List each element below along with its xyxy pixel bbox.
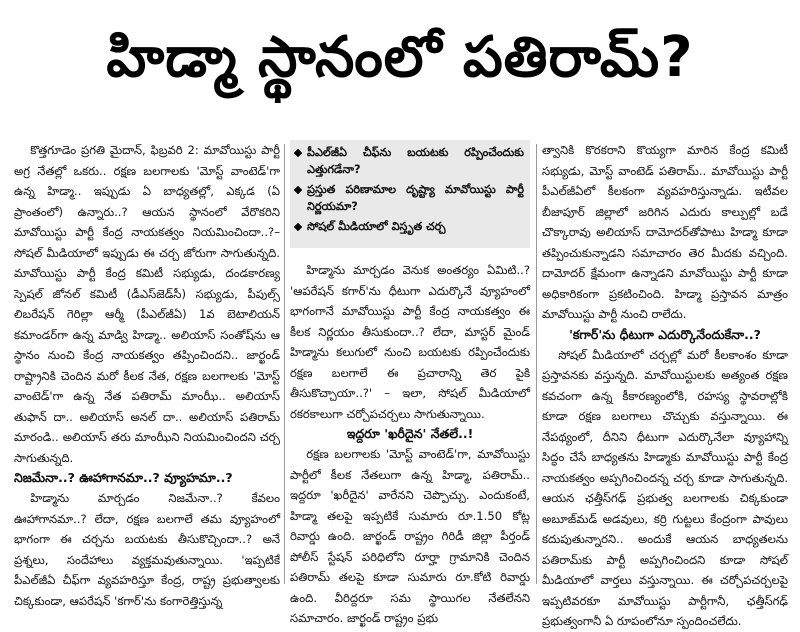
diamond-bullet-icon — [294, 149, 302, 157]
article-column-3 — [542, 140, 788, 628]
article-paragraph: సోషల్ మీడియాలో చర్చల్లో మరో కీలకాంశం కూడా ప్రస్తావనకు వస్తున్నది. మావోయిస్టులకు అత్యంత రక్షణ కవచంగా ఉన్న కీకారణ్యంలోకి, రహస్య స్థావరాల్లోకి కూడా రక్షణ బలగాలు చొచ్చుకు వస్తున్నాయి. ఈ నేపథ్యంలో, దీనిని ధీటుగా ఎదుర్కొనేలా వ్యూహాన్ని సిద్ధం చేసే బాధ్యతను హిడ్మాకు మావోయిస్టు పార్టీ కేంద్ర నాయకత్వం అప్పగించిందన్న చర్చ కూడా సాగుతున్నది. ఆయన ఛత్తీస్‌గఢ్ ప్రభుత్వ బలగాలకు చిక్కకుండా అబూజ్‌మడ్ అడవులు, కర్రి గుట్టలు కేంద్రంగా పావులు కదుపుతున్నారని.. అందుకే ఆయన బాధ్యతలను పతిరామ్‌కు పార్టీ అప్పగించిందని కూడా సోషల్ మీడియాలో వార్తలు వస్తున్నాయి. ఈ చర్చోపచర్చలపై ఇప్పటివరకూ మావోయిస్టు పార్టీగానీ, ఛత్తీస్‌గఢ్ ప్రభుత్వంగానీ ఏ రూపంలోనూ స్పందించలేదు. — [542, 347, 788, 628]
pull-quote-text: సోషల్ మీడియాలో విస్తృత చర్చ — [307, 220, 446, 233]
pull-quote-text: ప్రస్తుత పరిణామాల దృష్ట్యా మావోయిస్టు పార్టీ నిర్ణయమా? — [307, 183, 524, 213]
article-paragraph: కొత్తగూడెం ప్రగతి మైదాన్, ఫిబ్రవరి 2: మావోయిస్టు పార్టీ అగ్ర నేతల్లో ఒకరు.. రక్షణ బలగాలకు 'మోస్ట్ వాంటెడ్'గా ఉన్న హిడ్మా.. ఇప్పుడు ఏ బాధ్యతల్లో, ఎక్కడ (ఏ ప్రాంతంలో) ఉన్నారు..? ఆయన స్థానంలో వేరొకరిని మావోయిస్టు పార్టీ కేంద్ర నాయకత్వం నియమించిందా..?– సోషల్ మీడియాలో ఇప్పుడు ఈ చర్చ జోరుగా సాగుతున్నది. మావోయిస్టు పార్టీ కేంద్ర కమిటీ సభ్యుడు, దండకారణ్య స్పెషల్ జోనల్ కమిటీ (డీఎస్‌జెడ్‌సీ) సభ్యుడు, పీపుల్స్ లిబరేషన్ గెరిల్లా ఆర్మీ (పీఎల్‌జీఏ) 1వ బెటాలియన్ కమాండర్‌గా ఉన్న మాడ్వి హిడ్మా.. అలియాస్ సంతోష్‌ను ఆ స్థానం నుంచి కేంద్ర నాయకత్వం తప్పించిందని.. జార్ఖండ్ రాష్ట్రానికి చెందిన మరో కీలక నేత, రక్షణ బలగాలకు 'మోస్ట్ వాంటెడ్'గా ఉన్న నేత పతిరామ్ మాంఝీ.. అలియాస్ తుఫాన్ దా.. అలియాస్ అనల్ దా.. అలియాస్ పతిరామ్ మారండి.. అలియాస్ తరు మాంఝీని నియమించిందని చర్చ సాగుతున్నది. — [14, 143, 280, 465]
article-paragraph: రక్షణ బలగాలకు 'మోస్ట్ వాంటెడ్'గా, మావోయిస్టు పార్టీలో కీలక నేతలుగా ఉన్న హిడ్మా, పతిరామ్.. ఇద్దరూ 'ఖరీదైన' వారేనని చెప్పొచ్చు. ఎందుకంటే, హిడ్మా తలపై ఇప్పటికే సుమారు రూ.1.50 కోట్ల రివార్డు ఉంది. జార్ఖండ్ రాష్ట్రం గిరిడీ జిల్లా పీర్తండ్ పోలీస్ స్టేషన్ పరిధిలోని రూర్హా గ్రామానికి చెందిన పతిరామ్ తలపై కూడా సుమారు రూ.కోటి రివార్డు ఉంది. వీరిద్దరూ సమ స్థాయిగల నేతలేనని సమాచారం. జార్ఖండ్ రాష్ట్రం ప్రభు — [290, 447, 530, 625]
pull-quote-text: పీఎల్‌జీఏ చీఫ్‌ను బయటకు రప్పించేందుకు ఎత్తుగడేనా? — [307, 146, 524, 176]
subheading: నిజమేనా..? ఊహాగానమా..? వ్యూహమా..? — [14, 470, 233, 485]
article-paragraph: హిడ్మాను మార్చడం నిజమేనా..? కేవలం ఊహాగానమా..? లేదా, రక్షణ బలగాలే తమ వ్యూహంలో భాగంగా ఈ చర్చను బయటకు తీసుకొచ్చిందా..? అనే ప్రశ్నలు, సందేహాలు వ్యక్తమవుతున్నాయి. 'ఇప్పటికే పీఎల్‌జీఏ చీఫ్‌గా వ్యవహరిస్తూ కేంద్ర, రాష్ట్ర ప్రభుత్వాలకు చిక్కకుండా, ఆపరేషన్ 'కగార్'ను కంగారెత్తిస్తున్న — [14, 491, 280, 608]
diamond-bullet-icon — [294, 223, 302, 231]
column-2-body — [290, 260, 530, 625]
subheading: ఇద్దరూ 'ఖరీదైన' నేతలే..! — [346, 426, 474, 441]
article-column-1 — [14, 140, 280, 608]
column-divider — [536, 144, 537, 584]
article-column-2 — [290, 140, 530, 625]
article-paragraph: త్వానికి కొరకరాని కొయ్యగా మారిన కేంద్ర కమిటీ సభ్యుడు, మోస్ట్ వాంటెడ్ పతిరామ్.. మావోయిస్టు పార్టీ పీఎల్‌జీఏలో కీలకంగా వ్యవహరిస్తున్నాడు. ఇటీవల బీజాపూర్ జిల్లాలో జరిగిన ఎదురు కాల్పుల్లో బడే చొక్కారావు అలియాస్ దామోదర్‌తోపాటు హిడ్మా కూడా తప్పించుకున్నాడని సమాచారం తెర మీదకు వచ్చింది. దామోదర్ క్షేమంగా ఉన్నాడని మావోయిస్టు పార్టీ కూడా అధికారికంగా ప్రకటించింది. హిడ్మా ప్రస్తావన మాత్రం మావోయిస్టు పార్టీ నుంచి రాలేదు. — [542, 143, 788, 321]
pull-quote-item — [294, 218, 524, 235]
pull-quote-item — [294, 144, 524, 178]
column-divider — [284, 144, 285, 584]
pull-quote-item — [294, 181, 524, 215]
headline: హిడ్మా స్థానంలో పతిరామ్? — [106, 24, 694, 90]
article-paragraph: హిడ్మాను మార్చడం వెనుక అంతర్యం ఏమిటి..? 'ఆపరేషన్ కగార్'ను ధీటుగా ఎదుర్కొనే వ్యూహంలో భాగంగానే మావోయిస్టు పార్టీ కేంద్ర నాయకత్వం ఈ కీలక నిర్ణయం తీసుకుందా..? లేదా, మాస్టర్ మైండ్ హిడ్మాను కలుగులో నుంచి బయటకు రప్పించేందుకు రక్షణ బలగాలే ఈ ప్రచారాన్ని తెర పైకి తీసుకొచ్చాయా..?' – ఇలా, సోషల్ మీడియాలో రకరకాలుగా చర్చోపచర్చలు సాగుతున్నాయి. — [290, 263, 530, 421]
subheading: 'కగార్'ను ధీటుగా ఎదుర్కొనేందుకేనా..? — [569, 326, 761, 342]
diamond-bullet-icon — [294, 186, 302, 194]
pull-quote-box — [290, 140, 530, 248]
